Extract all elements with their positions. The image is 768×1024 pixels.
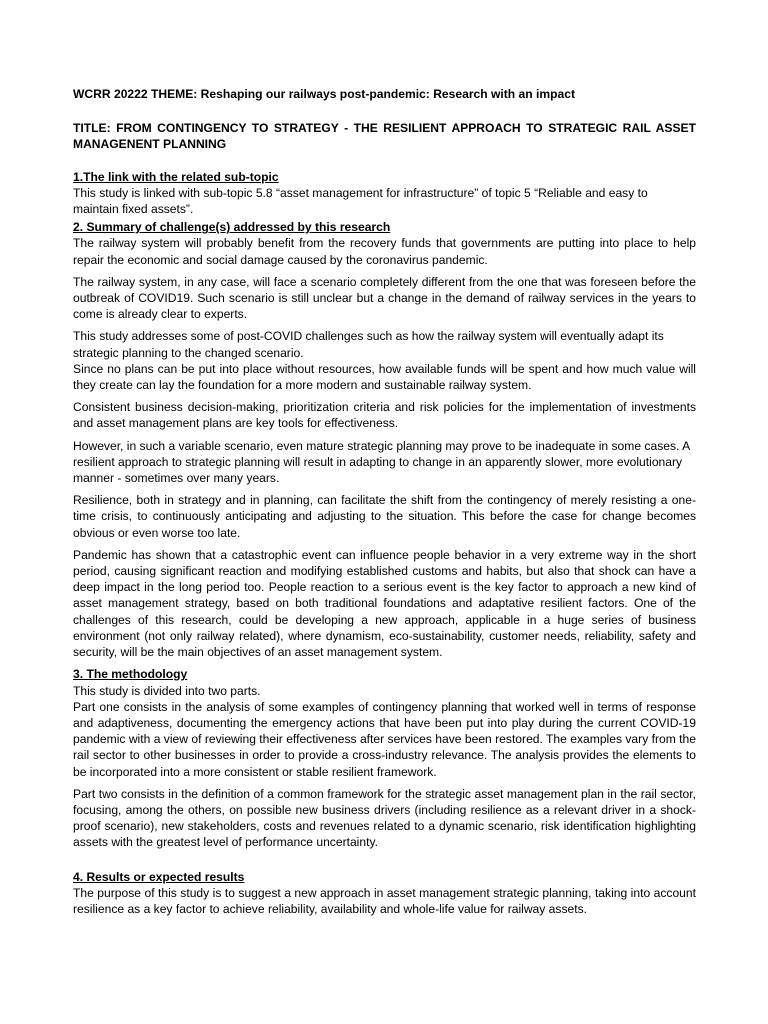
section-4-heading: 4. Results or expected results <box>73 869 245 884</box>
theme-line: WCRR 20222 THEME: Reshaping our railways post-pandemic: Research with an impact <box>73 87 576 101</box>
section-3-paragraph-2: Part one consists in the analysis of some examples of contingency planning that worked well in terms of response and adaptiveness, documenting the emergency actions that have been put into play during the current COVID-19 pandemic with a view of reviewing their effectiveness after services have been restored. The examples vary from the rail sector to other businesses in order to provide a cross-industry relevance. The analysis provides the elements to be incorporated into a more consistent or stable resilient framework. <box>73 699 696 779</box>
section-2-paragraph-4: Since no plans can be put into place without resources, how available funds will be spent and how much value will they create can lay the foundation for a more modern and sustainable railway system. <box>73 361 696 393</box>
section-2-paragraph-1: The railway system will probably benefit from the recovery funds that governments are putting into place to help repair the economic and social damage caused by the coronavirus pandemic. <box>73 236 696 267</box>
document-title: TITLE: FROM CONTINGENCY TO STRATEGY - THE RESILIENT APPROACH TO STRATEGIC RAIL ASSET MANAGENENT PLANNING <box>73 121 696 152</box>
section-3-paragraph-1: This study is divided into two parts. <box>73 683 261 698</box>
section-4-paragraph-1: The purpose of this study is to suggest a new approach in asset management strategic planning, taking into account resilience as a key factor to achieve reliability, availability and whole-life value for railway assets. <box>73 885 696 916</box>
section-2-paragraph-5: Consistent business decision-making, prioritization criteria and risk policies for the implementation of investments and asset management plans are key tools for effectiveness. <box>73 400 696 431</box>
section-2-paragraph-8: Pandemic has shown that a catastrophic event can influence people behavior in a very extreme way in the short period, causing significant reaction and modifying established customs and habits, but also that shock can have a deep impact in the long period too. People reaction to a serious event is the key factor to approach a new kind of asset management strategy, based on both traditional foundations and adaptative resilient factors. One of the challenges of this research, could be developing a new approach, applicable in a huge series of business environment (not only railway related), where dynamism, eco-sustainability, customer needs, reliability, safety and security, will be the main objectives of an asset management system. <box>73 547 696 660</box>
section-1-body: This study is linked with sub-topic 5.8 “asset management for infrastructure” of topic 5 “Reliable and easy to maintain fixed assets”. <box>73 185 648 217</box>
section-2-paragraph-6: However, in such a variable scenario, even mature strategic planning may prove to be inadequate in some cases. A resilient approach to strategic planning will result in adapting to change in an apparently slower, more evolutionary manner - sometimes over many years. <box>73 438 690 486</box>
section-2-heading: 2. Summary of challenge(s) addressed by this research <box>73 220 391 235</box>
section-2-paragraph-2: The railway system, in any case, will face a scenario completely different from the one that was foreseen before the outbreak of COVID19. Such scenario is still unclear but a change in the demand of railway services in the years to come is already clear to experts. <box>73 274 696 322</box>
section-3-heading: 3. The methodology <box>73 667 188 682</box>
section-1-heading: 1.The link with the related sub-topic <box>73 169 279 184</box>
section-2-paragraph-3: This study addresses some of post-COVID challenges such as how the railway system will eventually adapt its strategic planning to the changed scenario. <box>73 329 664 360</box>
section-2-paragraph-7: Resilience, both in strategy and in planning, can facilitate the shift from the contingency of merely resisting a one-time crisis, to continuously anticipating and adjusting to the situation. This before the case for change becomes obvious or even worse too late. <box>73 493 696 540</box>
section-3-paragraph-3: Part two consists in the definition of a common framework for the strategic asset management plan in the rail sector, focusing, among the others, on possible new business drivers (including resilience as a relevant driver in a shock-proof scenario), new stakeholders, costs and revenues related to a dynamic scenario, risk identification highlighting assets with the greatest level of performance uncertainty. <box>73 786 696 850</box>
